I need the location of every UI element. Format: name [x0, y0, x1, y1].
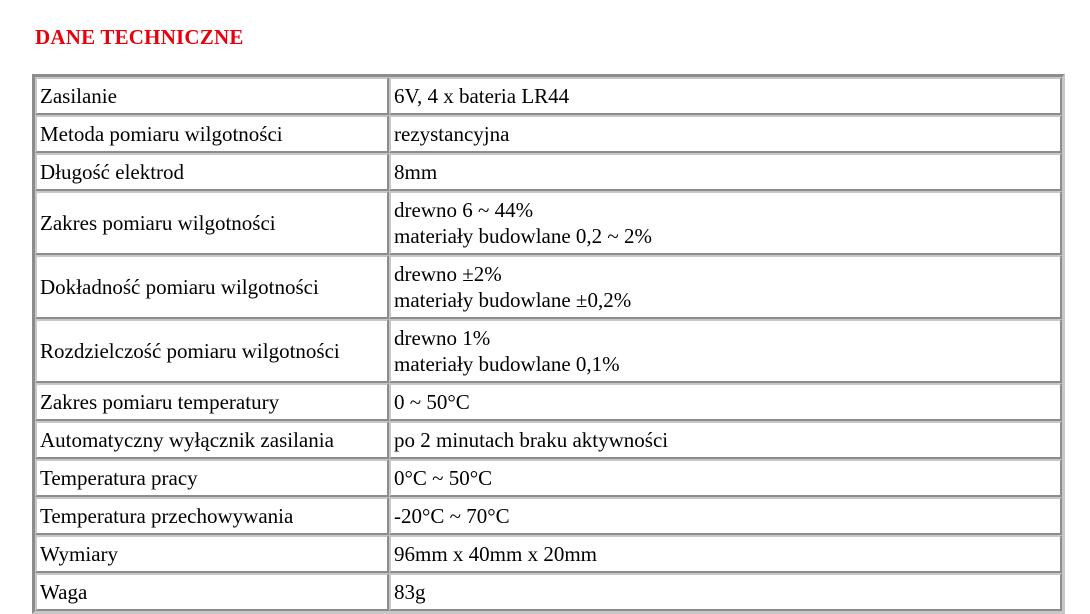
spec-value: [389, 255, 1062, 319]
spec-label: Zakres pomiaru wilgotności: [35, 191, 389, 255]
spec-value: [389, 115, 1062, 153]
spec-value-line: materiały budowlane 0,2 ~ 2%: [394, 224, 653, 248]
spec-row-wylacznik: [35, 421, 1062, 459]
spec-value-line: 0 ~ 50°C: [394, 390, 470, 414]
spec-row-temp-pracy: [35, 459, 1062, 497]
spec-value: [389, 573, 1062, 611]
specs-table: [32, 74, 1065, 614]
spec-value-line: materiały budowlane 0,1%: [394, 352, 620, 376]
spec-label: Zasilanie: [35, 77, 389, 115]
spec-value: [389, 497, 1062, 535]
spec-value-line: drewno ±2%: [394, 262, 502, 286]
spec-label: Automatyczny wyłącznik zasilania: [35, 421, 389, 459]
spec-value-line: rezystancyjna: [394, 122, 510, 146]
spec-row-zasilanie: [35, 77, 1062, 115]
spec-value: [389, 459, 1062, 497]
spec-row-metoda: [35, 115, 1062, 153]
spec-row-rozdzielczosc: [35, 319, 1062, 383]
spec-row-dokladnosc: [35, 255, 1062, 319]
spec-label: Wymiary: [35, 535, 389, 573]
spec-value-line: -20°C ~ 70°C: [394, 504, 510, 528]
spec-value-line: 0°C ~ 50°C: [394, 466, 493, 490]
section-heading: DANE TECHNICZNE: [35, 25, 244, 49]
spec-row-zakres-temp: [35, 383, 1062, 421]
spec-label: Dokładność pomiaru wilgotności: [35, 255, 389, 319]
spec-label: Rozdzielczość pomiaru wilgotności: [35, 319, 389, 383]
spec-value-line: materiały budowlane ±0,2%: [394, 288, 632, 312]
spec-value-line: 6V, 4 x bateria LR44: [394, 84, 570, 108]
spec-row-waga: [35, 573, 1062, 611]
spec-value-line: 8mm: [394, 160, 438, 184]
spec-value-line: drewno 6 ~ 44%: [394, 198, 534, 222]
spec-value: [389, 383, 1062, 421]
spec-value: [389, 77, 1062, 115]
spec-label: Metoda pomiaru wilgotności: [35, 115, 389, 153]
spec-value: [389, 153, 1062, 191]
spec-row-temp-przech: [35, 497, 1062, 535]
spec-value: [389, 319, 1062, 383]
spec-value-line: 83g: [394, 580, 426, 604]
spec-row-wymiary: [35, 535, 1062, 573]
spec-label: Zakres pomiaru temperatury: [35, 383, 389, 421]
spec-value-line: drewno 1%: [394, 326, 491, 350]
spec-label: Temperatura przechowywania: [35, 497, 389, 535]
spec-value: [389, 535, 1062, 573]
spec-label: Długość elektrod: [35, 153, 389, 191]
spec-value: [389, 421, 1062, 459]
spec-label: Waga: [35, 573, 389, 611]
spec-row-zakres-wilg: [35, 191, 1062, 255]
spec-value-line: po 2 minutach braku aktywności: [394, 428, 669, 452]
spec-value-line: 96mm x 40mm x 20mm: [394, 542, 598, 566]
spec-label: Temperatura pracy: [35, 459, 389, 497]
spec-value: [389, 191, 1062, 255]
spec-row-dlugosc: [35, 153, 1062, 191]
